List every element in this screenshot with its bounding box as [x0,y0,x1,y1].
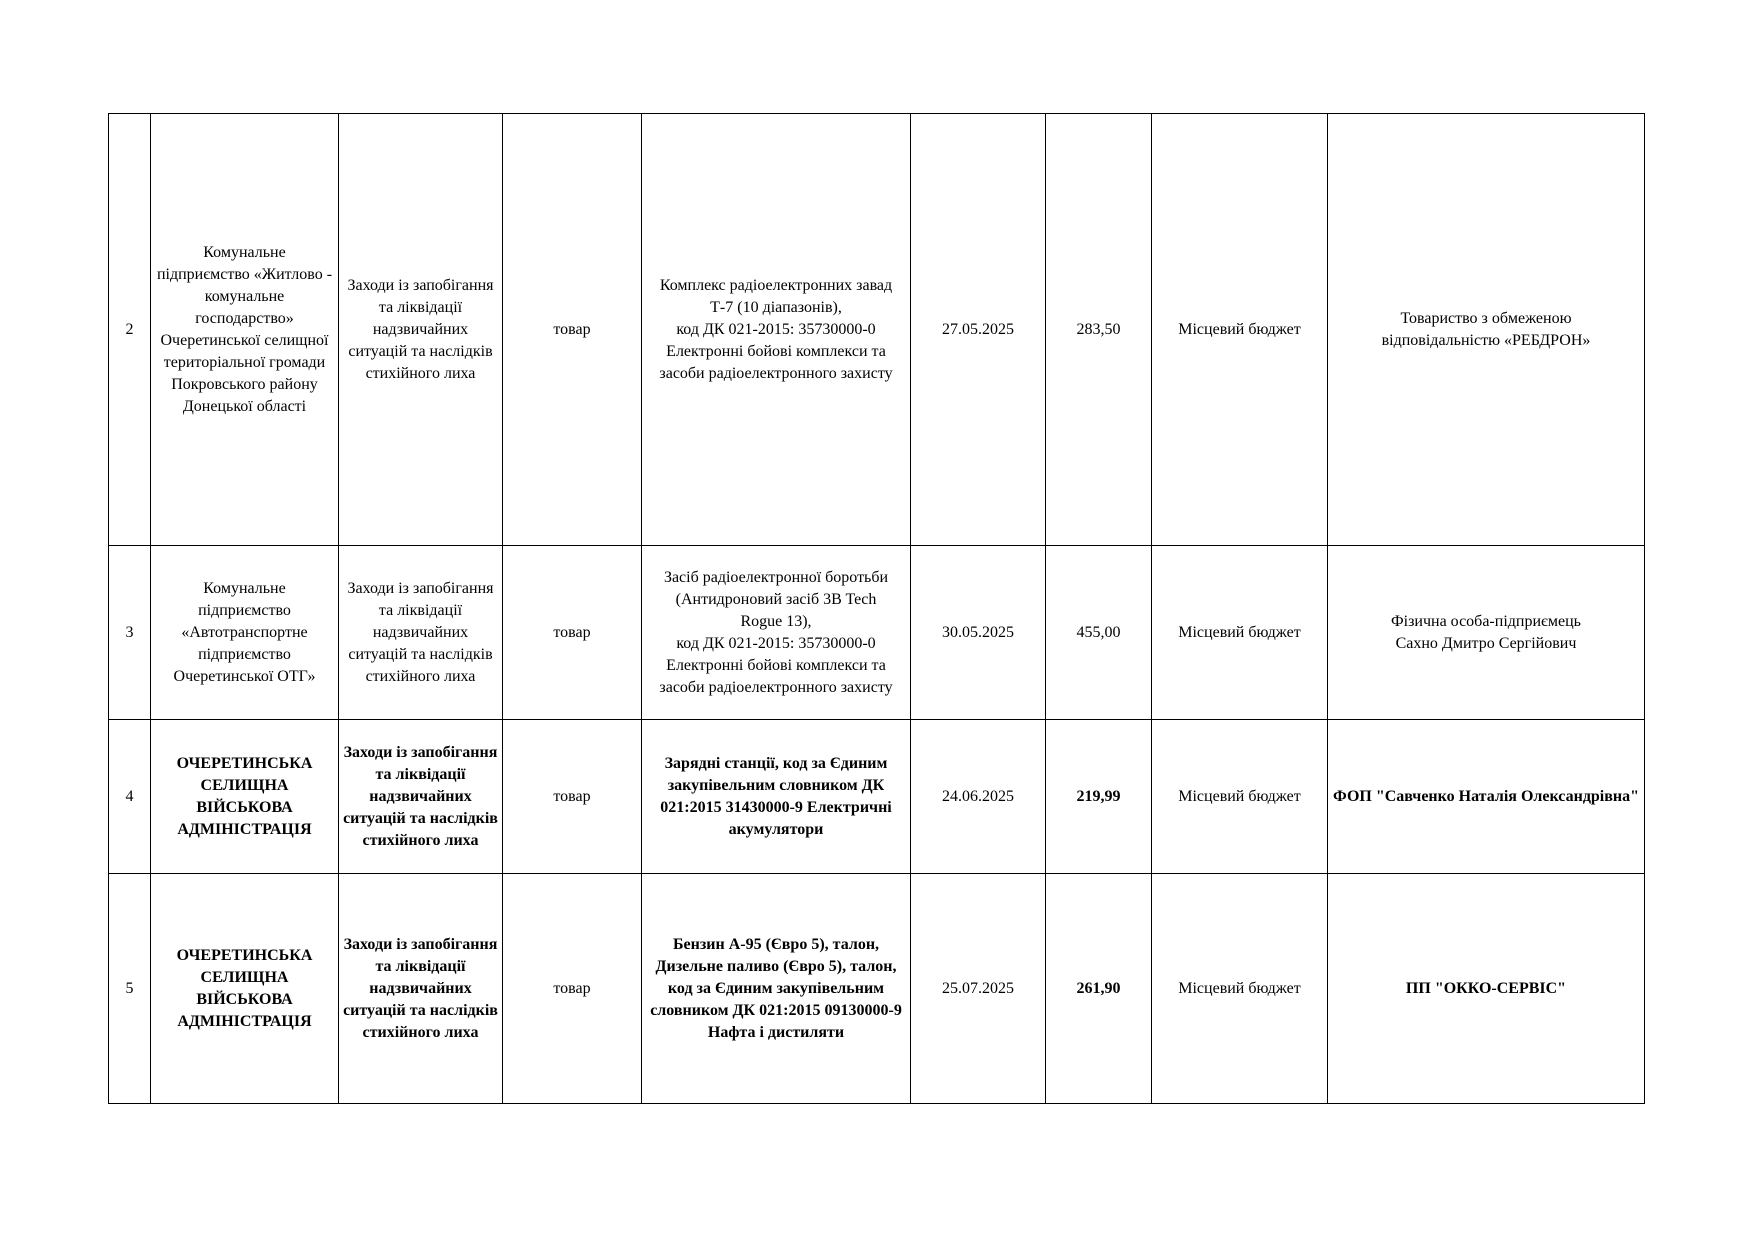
date-cell: 24.06.2025 [911,720,1046,874]
source-cell: Місцевий бюджет [1152,114,1328,546]
purpose-cell: Заходи із запобігання та ліквідації надзвичайних ситуацій та наслідків стихійного лиха [339,720,503,874]
table-row [109,114,1645,546]
supplier-cell: ПП "ОККО-СЕРВІС" [1328,874,1645,1104]
row-number: 2 [109,114,151,546]
supplier-cell: ФОП "Савченко Наталія Олександрівна" [1328,720,1645,874]
customer-cell: ОЧЕРЕТИНСЬКА СЕЛИЩНА ВІЙСЬКОВА АДМІНІСТРАЦІЯ [151,874,339,1104]
amount-cell: 283,50 [1046,114,1152,546]
customer-cell: ОЧЕРЕТИНСЬКА СЕЛИЩНА ВІЙСЬКОВА АДМІНІСТРАЦІЯ [151,720,339,874]
supplier-cell: Товариство з обмеженою відповідальністю «РЕБДРОН» [1328,114,1645,546]
type-cell: товар [503,874,642,1104]
purpose-cell: Заходи із запобігання та ліквідації надзвичайних ситуацій та наслідків стихійного лиха [339,874,503,1104]
source-cell: Місцевий бюджет [1152,546,1328,720]
table-row [109,720,1645,874]
source-cell: Місцевий бюджет [1152,874,1328,1104]
type-cell: товар [503,720,642,874]
type-cell: товар [503,114,642,546]
row-number: 3 [109,546,151,720]
purpose-cell: Заходи із запобігання та ліквідації надзвичайних ситуацій та наслідків стихійного лиха [339,546,503,720]
amount-cell: 219,99 [1046,720,1152,874]
date-cell: 27.05.2025 [911,114,1046,546]
purpose-cell: Заходи із запобігання та ліквідації надзвичайних ситуацій та наслідків стихійного лиха [339,114,503,546]
row-number: 5 [109,874,151,1104]
subject-cell: Засіб радіоелектронної боротьби (Антидроновий засіб 3B Tech Rogue 13), код ДК 021-2015: 35730000-0 Електронні бойові комплекси та засоби радіоелектронного захисту [642,546,911,720]
type-cell: товар [503,546,642,720]
customer-cell: Комунальне підприємство «Житлово - комунальне господарство» Очеретинської селищної територіальної громади Покровського району Донецької області [151,114,339,546]
amount-cell: 455,00 [1046,546,1152,720]
date-cell: 25.07.2025 [911,874,1046,1104]
customer-cell: Комунальне підприємство «Автотранспортне підприємство Очеретинської ОТГ» [151,546,339,720]
source-cell: Місцевий бюджет [1152,720,1328,874]
row-number: 4 [109,720,151,874]
table-row [109,546,1645,720]
amount-cell: 261,90 [1046,874,1152,1104]
subject-cell: Комплекс радіоелектронних завад Т-7 (10 діапазонів), код ДК 021-2015: 35730000-0 Електронні бойові комплекси та засоби радіоелектронного захисту [642,114,911,546]
subject-cell: Бензин А-95 (Євро 5), талон, Дизельне паливо (Євро 5), талон, код за Єдиним закупівельним словником ДК 021:2015 09130000-9 Нафта і дистиляти [642,874,911,1104]
supplier-cell: Фізична особа-підприємець Сахно Дмитро Сергійович [1328,546,1645,720]
subject-cell: Зарядні станції, код за Єдиним закупівельним словником ДК 021:2015 31430000-9 Електричні акумулятори [642,720,911,874]
procurement-table [108,113,1645,1104]
date-cell: 30.05.2025 [911,546,1046,720]
table-row [109,874,1645,1104]
